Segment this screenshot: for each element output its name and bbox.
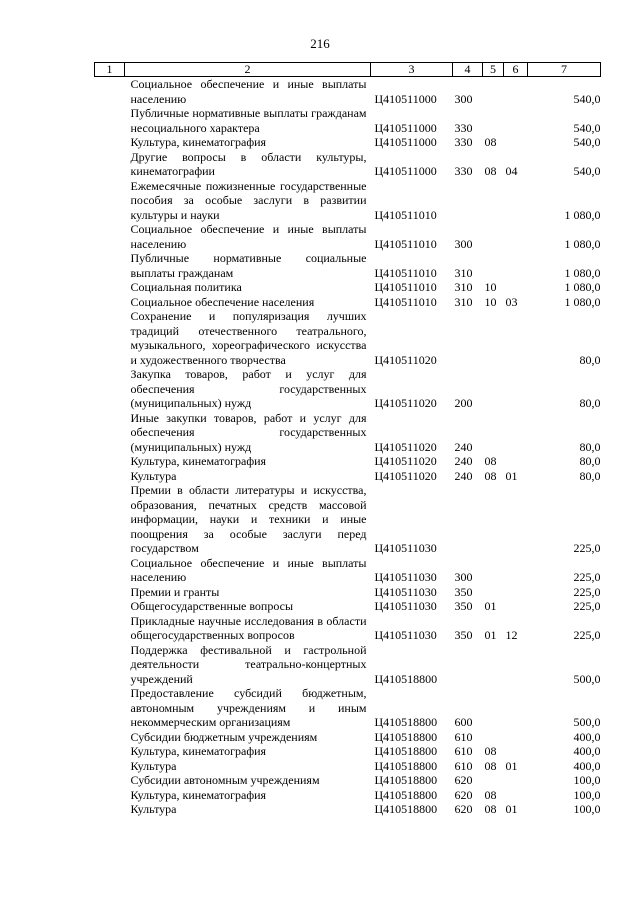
empty-cell bbox=[95, 556, 125, 585]
row-code: Ц410511020 bbox=[374, 454, 437, 468]
row-expense-type: 350 bbox=[454, 599, 473, 613]
row-section: 08 bbox=[484, 758, 497, 773]
empty-cell bbox=[95, 222, 125, 251]
row-subsection bbox=[504, 773, 528, 788]
row-code: Ц410511000 bbox=[374, 120, 437, 135]
row-subsection bbox=[504, 106, 528, 135]
table-row bbox=[95, 222, 601, 251]
row-section bbox=[483, 730, 504, 745]
row-section bbox=[483, 483, 504, 556]
row-section bbox=[483, 773, 504, 788]
row-section: 08 bbox=[484, 744, 497, 758]
empty-cell bbox=[95, 643, 125, 687]
row-section: 01 bbox=[484, 599, 497, 613]
table-row bbox=[95, 106, 601, 135]
row-amount: 400,0 bbox=[573, 729, 601, 744]
column-header-1: 1 bbox=[95, 63, 125, 77]
row-expense-type: 620 bbox=[454, 773, 473, 787]
empty-cell bbox=[95, 759, 125, 774]
row-code: Ц410518800 bbox=[374, 744, 438, 758]
row-section bbox=[483, 643, 504, 687]
row-section: 08 bbox=[484, 802, 497, 816]
row-name: Культура bbox=[130, 802, 177, 816]
empty-cell bbox=[95, 150, 125, 179]
row-code: Ц410511010 bbox=[374, 265, 437, 280]
empty-cell bbox=[95, 744, 125, 759]
table-row bbox=[95, 251, 601, 280]
row-name: Субсидии бюджетным учреждениям bbox=[130, 729, 318, 744]
row-amount: 540,0 bbox=[573, 120, 601, 135]
row-name: Культура bbox=[130, 758, 177, 773]
row-amount: 540,0 bbox=[573, 164, 601, 178]
table-body bbox=[95, 77, 601, 817]
row-name: Субсидии автономным учреждениям bbox=[130, 773, 320, 787]
row-subsection bbox=[504, 686, 528, 730]
row-amount: 1 080,0 bbox=[564, 207, 601, 222]
row-name: Предоставление субсидий бюджетным, автономным учреждениям и иным некоммерческим организациям bbox=[130, 686, 367, 729]
row-code: Ц410511000 bbox=[374, 135, 437, 149]
table-row bbox=[95, 367, 601, 411]
row-amount: 225,0 bbox=[573, 570, 601, 584]
row-subsection bbox=[504, 367, 528, 411]
row-code: Ц410511030 bbox=[374, 628, 437, 642]
row-subsection: 12 bbox=[505, 628, 518, 642]
table-row bbox=[95, 469, 601, 484]
row-expense-type: 240 bbox=[454, 439, 473, 454]
row-section: 08 bbox=[484, 468, 497, 483]
row-amount: 80,0 bbox=[579, 352, 601, 367]
row-subsection bbox=[504, 179, 528, 223]
row-section bbox=[483, 367, 504, 411]
row-name: Премии и гранты bbox=[130, 584, 220, 599]
empty-cell bbox=[95, 686, 125, 730]
row-amount: 540,0 bbox=[573, 135, 601, 149]
table-row bbox=[95, 295, 601, 310]
empty-cell bbox=[95, 788, 125, 803]
row-code: Ц410518800 bbox=[374, 729, 438, 744]
table-header bbox=[95, 63, 601, 77]
row-expense-type: 240 bbox=[454, 454, 473, 468]
row-name: Социальная политика bbox=[130, 280, 242, 294]
row-expense-type: 300 bbox=[454, 570, 473, 584]
row-name: Культура bbox=[130, 468, 177, 483]
table-row bbox=[95, 773, 601, 788]
column-header-3: 3 bbox=[371, 63, 453, 77]
row-code: Ц410511000 bbox=[374, 164, 437, 178]
row-code: Ц410518800 bbox=[374, 787, 438, 802]
table-row bbox=[95, 643, 601, 687]
row-subsection bbox=[504, 251, 528, 280]
row-subsection bbox=[504, 77, 528, 107]
header-row bbox=[95, 63, 601, 77]
row-name: Культура, кинематография bbox=[130, 744, 267, 758]
table-row bbox=[95, 483, 601, 556]
row-amount: 540,0 bbox=[573, 91, 601, 106]
empty-cell bbox=[95, 614, 125, 643]
empty-cell bbox=[95, 295, 125, 310]
empty-cell bbox=[95, 106, 125, 135]
row-amount: 80,0 bbox=[579, 468, 601, 483]
row-section bbox=[483, 686, 504, 730]
empty-cell bbox=[95, 802, 125, 817]
row-section: 08 bbox=[484, 164, 497, 178]
row-subsection bbox=[504, 309, 528, 367]
table-row bbox=[95, 77, 601, 107]
row-code: Ц410511020 bbox=[374, 352, 437, 367]
row-section bbox=[483, 585, 504, 600]
table-row bbox=[95, 411, 601, 455]
row-code: Ц410511010 bbox=[374, 280, 437, 294]
table-row bbox=[95, 585, 601, 600]
table-row bbox=[95, 309, 601, 367]
row-name: Премии в области литературы и искусства, образования, печатных средств массовой информации, науки и техники и иные поощрения за особые заслуги перед государством bbox=[130, 483, 367, 555]
empty-cell bbox=[95, 309, 125, 367]
row-expense-type: 300 bbox=[454, 236, 473, 251]
row-name: Поддержка фестивальной и гастрольной деятельности театрально-концертных учреждений bbox=[130, 642, 367, 686]
row-amount: 225,0 bbox=[573, 541, 601, 555]
row-section: 08 bbox=[484, 454, 497, 468]
table-row bbox=[95, 686, 601, 730]
row-subsection bbox=[504, 454, 528, 469]
row-name: Культура, кинематография bbox=[130, 135, 267, 149]
row-expense-type bbox=[453, 643, 483, 687]
row-expense-type: 330 bbox=[454, 120, 473, 135]
empty-cell bbox=[95, 251, 125, 280]
row-code: Ц410518800 bbox=[374, 773, 438, 787]
row-amount: 225,0 bbox=[573, 584, 601, 599]
row-amount: 400,0 bbox=[573, 744, 601, 758]
row-subsection bbox=[504, 643, 528, 687]
row-code: Ц410511030 bbox=[374, 599, 437, 613]
row-section: 10 bbox=[484, 294, 497, 309]
empty-cell bbox=[95, 77, 125, 107]
row-name: Прикладные научные исследования в области общегосударственных вопросов bbox=[130, 613, 367, 642]
row-section bbox=[483, 179, 504, 223]
row-amount: 1 080,0 bbox=[564, 294, 601, 309]
table-row bbox=[95, 802, 601, 817]
row-amount: 400,0 bbox=[573, 758, 601, 773]
row-code: Ц410511000 bbox=[374, 91, 437, 106]
row-amount: 100,0 bbox=[573, 802, 601, 816]
row-amount: 1 080,0 bbox=[564, 236, 601, 251]
table-row bbox=[95, 280, 601, 295]
row-expense-type: 620 bbox=[454, 787, 473, 802]
table-row bbox=[95, 135, 601, 150]
row-code: Ц410511030 bbox=[374, 541, 437, 555]
row-expense-type: 300 bbox=[454, 91, 473, 106]
row-section bbox=[483, 251, 504, 280]
row-name: Социальное обеспечение и иные выплаты населению bbox=[130, 555, 367, 584]
table-row bbox=[95, 556, 601, 585]
row-code: Ц410511020 bbox=[374, 396, 437, 410]
column-header-5: 5 bbox=[483, 63, 504, 77]
row-amount: 100,0 bbox=[573, 787, 601, 802]
row-subsection bbox=[504, 556, 528, 585]
empty-cell bbox=[95, 367, 125, 411]
row-subsection: 01 bbox=[505, 802, 518, 816]
row-name: Общегосударственные вопросы bbox=[130, 599, 294, 613]
column-header-7: 7 bbox=[528, 63, 601, 77]
row-name: Сохранение и популяризация лучших традиций отечественного театрального, музыкального, хореографического искусства и художественного творчества bbox=[130, 309, 367, 367]
table-row bbox=[95, 150, 601, 179]
row-expense-type: 600 bbox=[454, 715, 473, 729]
row-amount: 500,0 bbox=[573, 671, 601, 686]
row-amount: 225,0 bbox=[573, 628, 601, 642]
row-expense-type: 610 bbox=[454, 729, 473, 744]
row-code: Ц410518800 bbox=[374, 715, 438, 729]
row-code: Ц410511010 bbox=[374, 207, 437, 222]
row-expense-type: 310 bbox=[454, 265, 473, 280]
row-subsection bbox=[504, 280, 528, 295]
row-expense-type: 350 bbox=[454, 628, 473, 642]
row-subsection bbox=[504, 730, 528, 745]
row-section bbox=[483, 106, 504, 135]
row-subsection: 04 bbox=[505, 164, 518, 178]
row-name: Другие вопросы в области культуры, кинематографии bbox=[130, 149, 367, 178]
row-amount: 225,0 bbox=[573, 599, 601, 613]
row-subsection bbox=[504, 483, 528, 556]
empty-cell bbox=[95, 411, 125, 455]
row-expense-type: 310 bbox=[454, 294, 473, 309]
row-section bbox=[483, 556, 504, 585]
row-amount: 500,0 bbox=[573, 715, 601, 729]
row-name: Культура, кинематография bbox=[130, 787, 267, 802]
row-code: Ц410511010 bbox=[374, 294, 437, 309]
row-code: Ц410518800 bbox=[374, 671, 438, 686]
table-row bbox=[95, 614, 601, 643]
row-amount: 80,0 bbox=[579, 439, 601, 454]
row-name: Социальное обеспечение и иные выплаты населению bbox=[130, 77, 367, 106]
row-amount: 1 080,0 bbox=[564, 265, 601, 280]
column-header-4: 4 bbox=[453, 63, 483, 77]
row-section: 01 bbox=[484, 628, 497, 642]
row-expense-type: 610 bbox=[454, 744, 473, 758]
row-expense-type: 350 bbox=[454, 584, 473, 599]
page-number: 216 bbox=[310, 36, 330, 51]
row-code: Ц410511010 bbox=[374, 236, 437, 251]
row-expense-type: 610 bbox=[454, 758, 473, 773]
empty-cell bbox=[95, 135, 125, 150]
empty-cell bbox=[95, 469, 125, 484]
row-name: Социальное обеспечение и иные выплаты населению bbox=[130, 222, 367, 251]
empty-cell bbox=[95, 730, 125, 745]
row-subsection bbox=[504, 222, 528, 251]
row-name: Иные закупки товаров, работ и услуг для обеспечения государственных (муниципальных) нужд bbox=[130, 410, 367, 454]
row-expense-type: 330 bbox=[454, 135, 473, 149]
budget-table bbox=[94, 62, 601, 817]
empty-cell bbox=[95, 773, 125, 788]
row-subsection bbox=[504, 788, 528, 803]
empty-cell bbox=[95, 483, 125, 556]
empty-cell bbox=[95, 280, 125, 295]
row-code: Ц410511030 bbox=[374, 584, 437, 599]
row-expense-type: 200 bbox=[454, 396, 473, 410]
row-section bbox=[483, 309, 504, 367]
row-expense-type: 620 bbox=[454, 802, 473, 816]
row-subsection: 01 bbox=[505, 468, 518, 483]
row-expense-type bbox=[453, 309, 483, 367]
row-expense-type bbox=[453, 483, 483, 556]
empty-cell bbox=[95, 179, 125, 223]
row-subsection bbox=[504, 411, 528, 455]
row-subsection: 03 bbox=[505, 294, 518, 309]
row-code: Ц410511030 bbox=[374, 570, 437, 584]
row-name: Публичные нормативные выплаты гражданам несоциального характера bbox=[130, 106, 367, 135]
row-code: Ц410518800 bbox=[374, 802, 438, 816]
row-expense-type: 310 bbox=[454, 280, 473, 294]
row-name: Социальное обеспечение населения bbox=[130, 294, 315, 309]
row-subsection bbox=[504, 585, 528, 600]
row-name: Закупка товаров, работ и услуг для обеспечения государственных (муниципальных) нужд bbox=[130, 367, 367, 410]
row-name: Публичные нормативные социальные выплаты гражданам bbox=[130, 251, 367, 280]
row-subsection bbox=[504, 135, 528, 150]
row-name: Культура, кинематография bbox=[130, 454, 267, 468]
table-row bbox=[95, 730, 601, 745]
row-section bbox=[483, 222, 504, 251]
table-row bbox=[95, 744, 601, 759]
empty-cell bbox=[95, 585, 125, 600]
table-row bbox=[95, 179, 601, 223]
table-row bbox=[95, 454, 601, 469]
table-row bbox=[95, 599, 601, 614]
row-expense-type bbox=[453, 179, 483, 223]
table-row bbox=[95, 759, 601, 774]
row-amount: 1 080,0 bbox=[564, 280, 601, 294]
row-amount: 100,0 bbox=[573, 773, 601, 787]
table-row bbox=[95, 788, 601, 803]
row-amount: 80,0 bbox=[579, 396, 601, 410]
row-subsection bbox=[504, 599, 528, 614]
row-section: 08 bbox=[484, 135, 497, 149]
row-code: Ц410518800 bbox=[374, 758, 438, 773]
row-expense-type: 330 bbox=[454, 164, 473, 178]
column-header-2: 2 bbox=[125, 63, 371, 77]
row-section: 10 bbox=[484, 280, 497, 294]
column-header-6: 6 bbox=[504, 63, 528, 77]
row-section: 08 bbox=[484, 787, 497, 802]
row-code: Ц410511020 bbox=[374, 439, 437, 454]
row-name: Ежемесячные пожизненные государственные пособия за особые заслуги в развитии культуры и науки bbox=[130, 178, 367, 222]
row-expense-type: 240 bbox=[454, 468, 473, 483]
row-subsection: 01 bbox=[505, 758, 518, 773]
empty-cell bbox=[95, 454, 125, 469]
row-code: Ц410511020 bbox=[374, 468, 437, 483]
row-section bbox=[483, 411, 504, 455]
row-subsection bbox=[504, 744, 528, 759]
empty-cell bbox=[95, 599, 125, 614]
row-amount: 80,0 bbox=[579, 454, 601, 468]
row-section bbox=[483, 77, 504, 107]
